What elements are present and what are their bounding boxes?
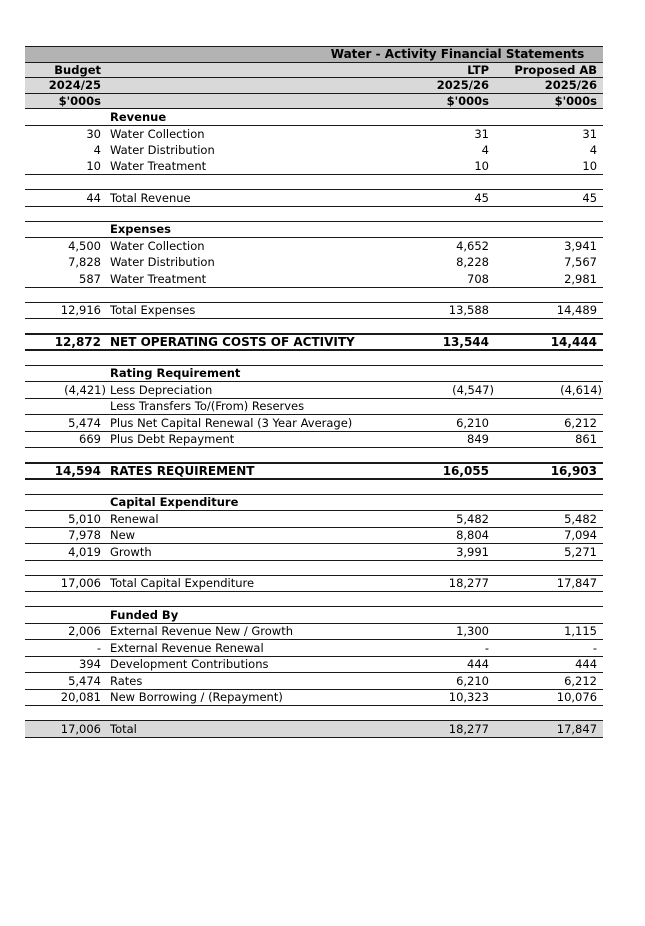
- section-heading: Expenses: [107, 221, 603, 238]
- table-row: [25, 398, 603, 415]
- spacer-row: [25, 706, 603, 721]
- ltp-value-cell: 1,300: [312, 623, 495, 640]
- budget-value-cell: 394: [25, 656, 107, 673]
- spacer-row: [25, 287, 603, 302]
- spacer-row: [25, 592, 603, 607]
- table-row: [25, 463, 603, 480]
- label-cell: Growth: [107, 544, 312, 561]
- proposed-value-cell: 14,489: [495, 302, 603, 319]
- budget-units-header: $'000s: [25, 93, 107, 109]
- ltp-value-cell: 45: [312, 190, 495, 207]
- label-cell: Total Expenses: [107, 302, 312, 319]
- label-cell: Water Collection: [110, 126, 205, 141]
- column-year-row: [25, 78, 603, 94]
- label-cell: Water Treatment: [107, 271, 312, 288]
- table-row: [25, 415, 603, 432]
- table-row: [25, 254, 603, 271]
- proposed-value-cell: 444: [495, 656, 603, 673]
- section-heading: Funded By: [107, 607, 603, 624]
- label-cell: Water Distribution: [110, 142, 215, 157]
- table-row: [25, 431, 603, 448]
- label-cell: Total: [107, 721, 312, 738]
- title-spacer-cell: [25, 47, 312, 63]
- ltp-value-cell: 5,482: [312, 511, 495, 528]
- table-row: [25, 190, 603, 207]
- proposed-value-cell: -: [495, 640, 603, 657]
- budget-value-cell: 7,828: [68, 255, 101, 270]
- budget-value-cell: [25, 109, 107, 126]
- spacer-row: [25, 350, 603, 365]
- table-row: [25, 109, 603, 126]
- proposed-value-cell: 7,567: [564, 255, 598, 270]
- proposed-value-cell: 31: [582, 126, 598, 141]
- label-year-header: [107, 78, 312, 94]
- page-title: Water - Activity Financial Statements: [312, 47, 603, 63]
- table-row: [25, 238, 603, 255]
- table-row: [25, 365, 603, 382]
- spacer-cell: [25, 479, 603, 494]
- table-row: [25, 494, 603, 511]
- label-cell: Renewal: [107, 511, 312, 528]
- budget-value-cell: 4,500: [68, 239, 101, 253]
- proposed-value-cell: 1,115: [495, 623, 603, 640]
- label-cell: Water Treatment: [107, 158, 312, 175]
- ltp-value-cell: 16,055: [312, 463, 495, 480]
- budget-value-cell: 12,872: [25, 334, 107, 351]
- ltp-value-cell: 18,277: [312, 575, 495, 592]
- budget-value-cell: 669: [25, 431, 107, 448]
- budget-value-cell: 10: [25, 158, 107, 175]
- proposed-value-cell: 3,941: [564, 239, 598, 253]
- ltp-value-cell: 13,544: [312, 334, 495, 351]
- proposed-value-cell: [495, 398, 603, 415]
- ltp-value-cell: 444: [312, 656, 495, 673]
- budget-value-cell: 44: [25, 190, 107, 207]
- spacer-row: [25, 560, 603, 575]
- table-row: [25, 511, 603, 528]
- budget-value-cell: [25, 398, 107, 415]
- section-heading: Capital Expenditure: [107, 494, 603, 511]
- budget-year-header: 2024/25: [25, 78, 107, 94]
- proposed-value-cell: 7,094: [495, 527, 603, 544]
- proposed-units-header: $'000s: [495, 93, 603, 109]
- table-row: [25, 221, 603, 238]
- spacer-cell: [25, 448, 603, 463]
- budget-value-cell: (4,421): [25, 382, 107, 399]
- ltp-value-cell: 4,652: [456, 239, 489, 253]
- label-cell: Less Transfers To/(From) Reserves: [107, 398, 312, 415]
- proposed-value-cell: 14,444: [495, 334, 603, 351]
- label-cell: Total Revenue: [107, 190, 312, 207]
- table-title-row: [25, 47, 603, 63]
- budget-value-cell: 12,916: [25, 302, 107, 319]
- spacer-cell: [25, 319, 603, 334]
- budget-value-cell: 30: [86, 126, 101, 141]
- ltp-value-cell: 8,228: [456, 255, 489, 270]
- proposed-value-cell: 6,212: [495, 415, 603, 432]
- label-cell: Development Contributions: [107, 656, 312, 673]
- spacer-cell: [25, 350, 603, 365]
- spacer-cell: [25, 206, 603, 221]
- label-cell: Total Capital Expenditure: [107, 575, 312, 592]
- financial-statement-table: [25, 46, 603, 738]
- budget-column-header: Budget: [25, 62, 107, 78]
- table-row: [25, 607, 603, 624]
- table-header: [25, 47, 603, 109]
- budget-value-cell: 7,978: [25, 527, 107, 544]
- ltp-value-cell: -: [312, 640, 495, 657]
- table-row: [25, 575, 603, 592]
- table-row: [25, 673, 603, 690]
- ltp-value-cell: [312, 398, 495, 415]
- table-row: [25, 527, 603, 544]
- table-row: [25, 623, 603, 640]
- spacer-cell: [25, 706, 603, 721]
- proposed-value-cell: 2,981: [495, 271, 603, 288]
- budget-value-cell: [25, 494, 107, 511]
- spacer-cell: [25, 287, 603, 302]
- proposed-value-cell: 10: [495, 158, 603, 175]
- budget-value-cell: [25, 365, 107, 382]
- proposed-value-cell: 45: [495, 190, 603, 207]
- ltp-value-cell: 31: [474, 126, 489, 141]
- column-units-row: [25, 93, 603, 109]
- spacer-row: [25, 175, 603, 190]
- spacer-cell: [25, 560, 603, 575]
- ltp-value-cell: (4,547): [312, 382, 495, 399]
- table-row: [25, 721, 603, 738]
- proposed-value-cell: 10,076: [495, 689, 603, 706]
- budget-value-cell: 587: [25, 271, 107, 288]
- proposed-value-cell: 6,212: [495, 673, 603, 690]
- section-heading: Rating Requirement: [107, 365, 603, 382]
- budget-value-cell: [25, 221, 107, 238]
- column-label-row: [25, 62, 603, 78]
- label-cell: Water Distribution: [110, 255, 215, 270]
- budget-value-cell: 14,594: [25, 463, 107, 480]
- label-cell: Water Collection: [110, 239, 205, 253]
- table-row: [25, 544, 603, 561]
- ltp-value-cell: 6,210: [312, 415, 495, 432]
- label-cell: New Borrowing / (Repayment): [107, 689, 312, 706]
- budget-value-cell: -: [25, 640, 107, 657]
- proposed-value-cell: 17,847: [495, 721, 603, 738]
- proposed-year-header: 2025/26: [495, 78, 603, 94]
- ltp-value-cell: 849: [312, 431, 495, 448]
- spacer-row: [25, 206, 603, 221]
- budget-value-cell: 20,081: [25, 689, 107, 706]
- label-cell: RATES REQUIREMENT: [107, 463, 312, 480]
- proposed-value-cell: 5,271: [495, 544, 603, 561]
- proposed-value-cell: 16,903: [495, 463, 603, 480]
- label-column-header: [107, 62, 312, 78]
- table-row: [25, 640, 603, 657]
- label-cell: Plus Net Capital Renewal (3 Year Average): [107, 415, 312, 432]
- ltp-year-header: 2025/26: [312, 78, 495, 94]
- proposed-value-cell: 4: [589, 142, 598, 157]
- table-row: [25, 271, 603, 288]
- budget-value-cell: 17,006: [25, 721, 107, 738]
- spacer-cell: [25, 175, 603, 190]
- label-cell: Less Depreciation: [107, 382, 312, 399]
- spacer-row: [25, 319, 603, 334]
- table-row: [25, 302, 603, 319]
- budget-value-cell: 4: [93, 142, 101, 157]
- label-cell: External Revenue Renewal: [107, 640, 312, 657]
- budget-value-cell: 5,010: [25, 511, 107, 528]
- label-cell: External Revenue New / Growth: [107, 623, 312, 640]
- proposed-value-cell: (4,614): [495, 382, 603, 399]
- ltp-value-cell: 10,323: [312, 689, 495, 706]
- spacer-row: [25, 479, 603, 494]
- ltp-units-header: $'000s: [312, 93, 495, 109]
- label-cell: New: [107, 527, 312, 544]
- spacer-cell: [25, 592, 603, 607]
- ltp-value-cell: 6,210: [312, 673, 495, 690]
- table-row: [25, 334, 603, 351]
- label-cell: Rates: [107, 673, 312, 690]
- table-row: [25, 382, 603, 399]
- ltp-column-header: LTP: [312, 62, 495, 78]
- ltp-value-cell: 3,991: [312, 544, 495, 561]
- table-row: [25, 158, 603, 175]
- ltp-value-cell: 13,588: [312, 302, 495, 319]
- table-row: [25, 125, 603, 142]
- budget-value-cell: 4,019: [25, 544, 107, 561]
- ltp-value-cell: 8,804: [312, 527, 495, 544]
- proposed-column-header: Proposed AB: [495, 62, 603, 78]
- proposed-value-cell: 17,847: [495, 575, 603, 592]
- section-heading: Revenue: [107, 109, 603, 126]
- budget-value-cell: [25, 607, 107, 624]
- spacer-row: [25, 448, 603, 463]
- budget-value-cell: 5,474: [25, 415, 107, 432]
- budget-value-cell: 2,006: [25, 623, 107, 640]
- label-cell: NET OPERATING COSTS OF ACTIVITY: [107, 334, 312, 351]
- ltp-value-cell: 4: [481, 142, 489, 157]
- label-cell: Plus Debt Repayment: [107, 431, 312, 448]
- ltp-value-cell: 18,277: [312, 721, 495, 738]
- statement-body: [25, 109, 603, 738]
- ltp-value-cell: 708: [312, 271, 495, 288]
- proposed-value-cell: 861: [495, 431, 603, 448]
- table-row: [25, 656, 603, 673]
- label-units-header: [107, 93, 312, 109]
- table-row: [25, 689, 603, 706]
- ltp-value-cell: 10: [312, 158, 495, 175]
- proposed-value-cell: 5,482: [495, 511, 603, 528]
- table-row: [25, 142, 603, 159]
- budget-value-cell: 17,006: [25, 575, 107, 592]
- budget-value-cell: 5,474: [25, 673, 107, 690]
